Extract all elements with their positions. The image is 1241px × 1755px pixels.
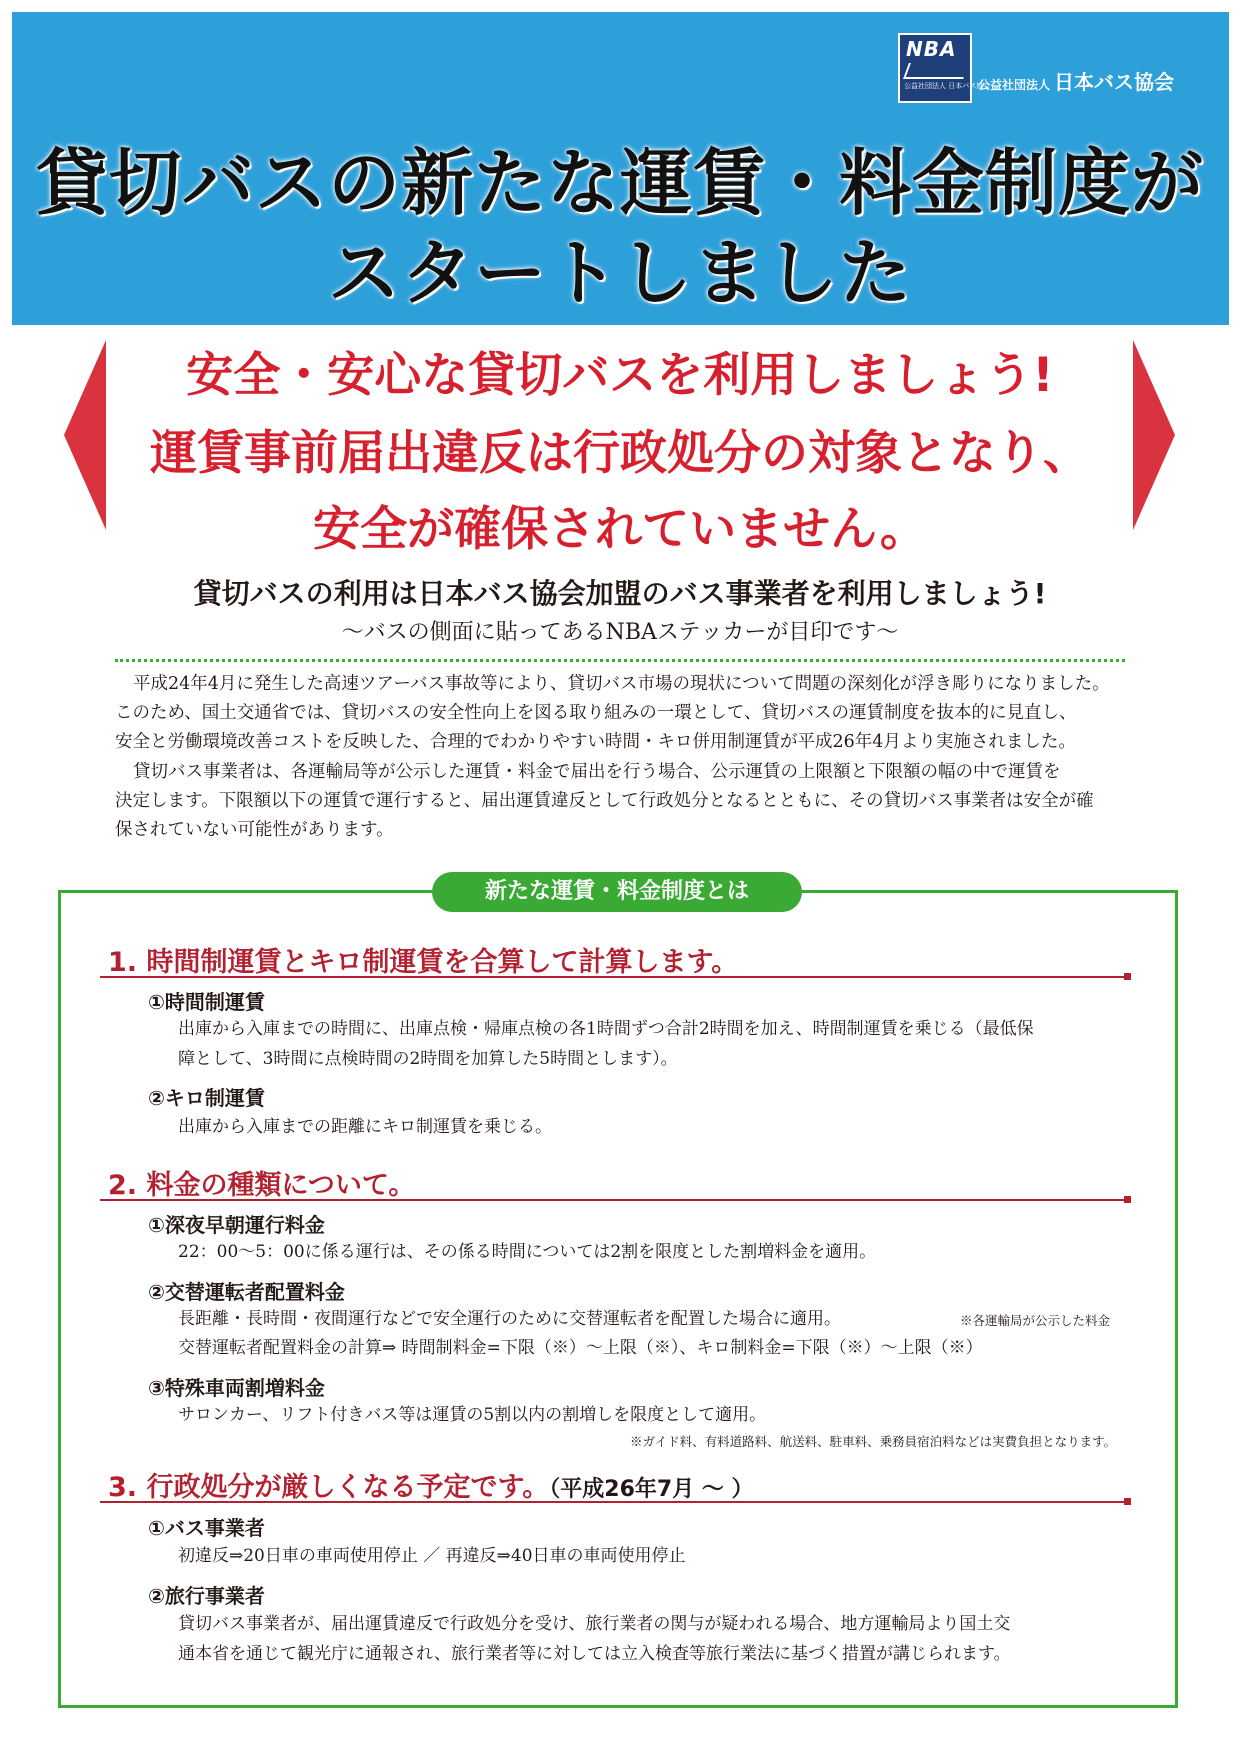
section-3-item-2-body-2: 通本省を通じて観光庁に通報され、旅行業者等に対しては立入検査等旅行業法に基づく措置が講じられます。 (178, 1644, 1011, 1664)
section-1-item-2-body: 出庫から入庫までの距離にキロ制運賃を乗じる。 (178, 1117, 552, 1137)
section-2-item-2-note: ※各運輸局が公示した料金 (960, 1313, 1111, 1328)
intro-line: 平成24年4月に発生した高速ツアーバス事故等により、貸切バス市場の現状について問題の深刻化が浮き彫りになりました。 (133, 674, 1110, 694)
section-2-item-3-title: ③特殊車両割増料金 (148, 1376, 325, 1400)
dotted-divider (115, 659, 1125, 662)
section-1-item-1-body-1: 出庫から入庫までの時間に、出庫点検・帰庫点検の各1時間ずつ合計2時間を加え、時間制運賃を乗じる（最低保 (178, 1019, 1034, 1039)
info-box-heading: 新たな運賃・料金制度とは (432, 872, 802, 912)
nba-logo (898, 33, 991, 103)
section-2-item-2-title: ②交替運転者配置料金 (148, 1280, 345, 1304)
intro-paragraph-1 (115, 670, 1135, 757)
section-2-title: 2. 料金の種類について。 (108, 1170, 416, 1201)
intro-line: 貸切バス事業者は、各運輸局等が公示した運賃・料金で届出を行う場合、公示運賃の上限額と下限額の幅の中で運賃を (133, 762, 1061, 782)
section-3-rule (100, 1501, 1130, 1503)
section-2-rule (100, 1199, 1130, 1201)
org-name: 日本バス協会 (1054, 70, 1175, 94)
warning-line1: 安全・安心な貸切バスを利用しましょう! (186, 348, 1054, 403)
section-3-rule-end (1124, 1498, 1131, 1505)
warning-line2: 運賃事前届出違反は行政処分の対象となり、 (150, 426, 1090, 481)
section-2-item-1-title: ①深夜早朝運行料金 (148, 1213, 325, 1237)
logo-subtext: 公益社団法人 日本バス協会 (904, 82, 991, 90)
section-2-footnote: ※ガイド料、有料道路料、航送料、駐車料、乗務員宿泊料などは実費負担となります。 (630, 1434, 1117, 1449)
section-2-item-2-body-2: 交替運転者配置料金の計算⇒ 時間制料金=下限（※）〜上限（※）、キロ制料金=下限（※）〜上限（※） (178, 1338, 983, 1358)
logo-text: NBA (906, 37, 957, 61)
section-1-item-1-title: ①時間制運賃 (148, 990, 265, 1014)
section-3-item-2-body-1: 貸切バス事業者が、届出運賃違反で行政処分を受け、旅行業者の関与が疑われる場合、地方運輸局より国土交 (178, 1614, 1011, 1634)
lead-text: 貸切バスの利用は日本バス協会加盟のバス事業者を利用しましょう! (193, 577, 1047, 610)
warning-line3: 安全が確保されていません。 (313, 502, 927, 557)
section-1-rule (100, 976, 1130, 978)
section-2-item-2-body-1: 長距離・長時間・夜間運行などで安全運行のために交替運転者を配置した場合に適用。 (178, 1309, 841, 1329)
section-2-item-1-body: 22：00〜5：00に係る運行は、その係る時間については2割を限度とした割増料金を適用。 (178, 1242, 877, 1262)
section-3-item-1-body: 初違反⇒20日車の車両使用停止 ／ 再違反⇒40日車の車両使用停止 (178, 1546, 686, 1566)
section-3-item-2-title: ②旅行事業者 (148, 1584, 265, 1608)
intro-line: 決定します。下限額以下の運賃で運行すると、届出運賃違反として行政処分となるとともに、その貸切バス事業者は安全が確 (115, 791, 1094, 811)
section-1-rule-end (1124, 973, 1131, 980)
intro-line: 安全と労働環境改善コストを反映した、合理的でわかりやすい時間・キロ併用制運賃が平成26年4月より実施されました。 (115, 732, 1076, 752)
intro-paragraph-2 (115, 758, 1135, 845)
page-title-line2: スタートしました (327, 231, 912, 315)
section-3-title-date: （平成26年7月 〜 ） (549, 1477, 754, 1502)
section-3-item-1-title: ①バス事業者 (148, 1516, 265, 1540)
lead-subtext: 〜バスの側面に貼ってあるNBAステッカーが目印です〜 (341, 620, 899, 645)
info-box-bottom (58, 1705, 1178, 1708)
intro-line: 保されていない可能性があります。 (115, 820, 394, 840)
left-arrow-icon (64, 340, 106, 530)
section-3-title-text: 3. 行政処分が厳しくなる予定です。 (108, 1472, 550, 1503)
section-3-title (108, 1465, 754, 1504)
section-1-item-2-title: ②キロ制運賃 (148, 1086, 265, 1110)
page-title-line1: 貸切バスの新たな運賃・料金制度が (35, 141, 1204, 225)
section-1-item-1-body-2: 障として、3時間に点検時間の2時間を加算した5時間とします）。 (178, 1049, 678, 1069)
organization-name (978, 66, 1174, 95)
org-prefix: 公益社団法人 (978, 78, 1051, 92)
right-arrow-icon (1133, 340, 1175, 530)
section-2-item-3-body: サロンカー、リフト付きバス等は運賃の5割以内の割増しを限度として適用。 (178, 1405, 767, 1425)
section-2-rule-end (1124, 1196, 1131, 1203)
intro-line: このため、国土交通省では、貸切バスの安全性向上を図る取り組みの一環として、貸切バスの運賃制度を抜本的に見直し、 (115, 703, 1077, 723)
section-1-title: 1. 時間制運賃とキロ制運賃を合算して計算します。 (108, 947, 739, 978)
logo-bus-graphic (903, 63, 969, 79)
